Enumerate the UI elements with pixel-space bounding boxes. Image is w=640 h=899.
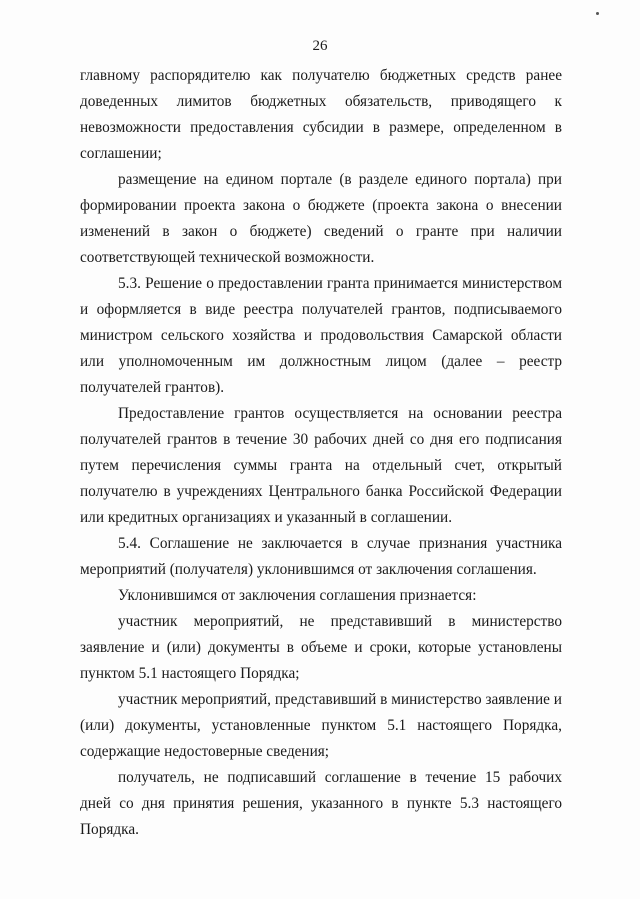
page-number: 26 [312,38,328,54]
paragraph-list-item: участник мероприятий, не представивший в министерство заявление и (или) документы в объеме и сроки, которые установлены пунктом 5.1 настоящего Порядка; [80,613,562,682]
document-body [80,63,562,843]
paragraph-5-4: 5.4. Соглашение не заключается в случае признания участника мероприятий (получателя) уклонившимся от заключения соглашения. [80,535,562,578]
paragraph: Уклонившимся от заключения соглашения признается: [118,587,477,604]
paragraph-5-3: 5.3. Решение о предоставлении гранта принимается министерством и оформляется в виде реестра получателей грантов, подписываемого министром сельского хозяйства и продовольствия Самарской области или уполномоченным им должностным лицом (далее – реестр получателей грантов). [80,275,562,396]
paragraph-list-item: получатель, не подписавший соглашение в течение 15 рабочих дней со дня принятия решения, указанного в пункте 5.3 настоящего Порядка. [80,769,562,838]
paragraph-continuation: главному распорядителю как получателю бюджетных средств ранее доведенных лимитов бюджетных обязательств, приводящего к невозможности предоставления субсидии в размере, определенном в соглашении; [80,67,562,162]
scan-speck [596,12,599,15]
paragraph-list-item: участник мероприятий, представивший в министерство заявление и (или) документы, установленные пунктом 5.1 настоящего Порядка, содержащие недостоверные сведения; [80,691,562,760]
paragraph: Предоставление грантов осуществляется на основании реестра получателей грантов в течение 30 рабочих дней со дня его подписания путем перечисления суммы гранта на отдельный счет, открытый получателю в учреждениях Центрального банка Российской Федерации или кредитных организациях и указанный в соглашении. [80,405,562,526]
paragraph: размещение на едином портале (в разделе единого портала) при формировании проекта закона о бюджете (проекта закона о внесении изменений в закон о бюджете) сведений о гранте при наличии соответствующей технической возможности. [80,171,562,266]
